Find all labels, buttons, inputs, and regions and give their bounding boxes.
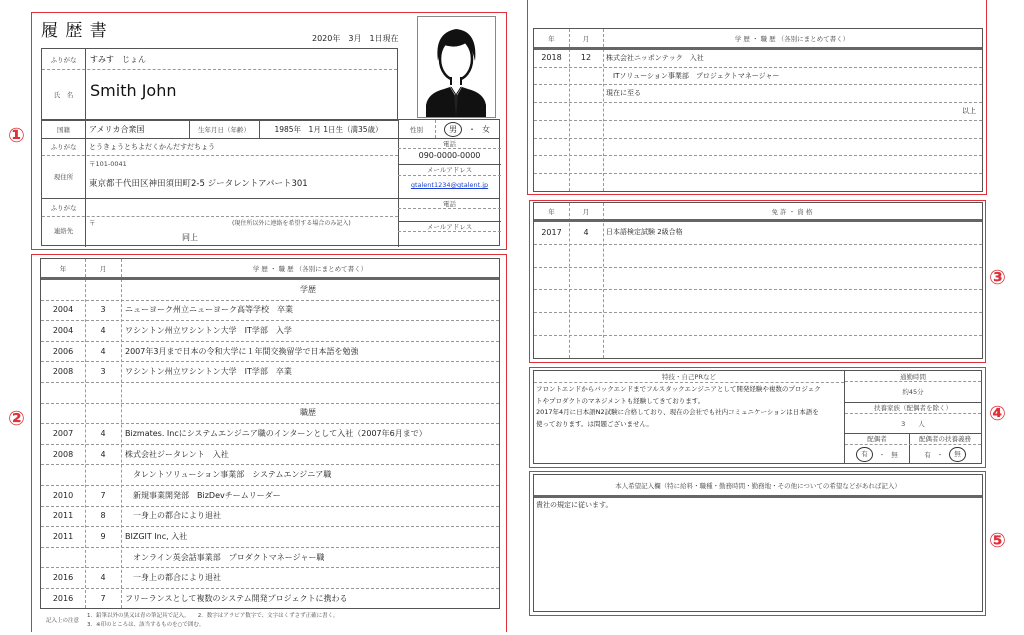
commute-value[interactable]: 約45分 (902, 388, 924, 396)
row-content[interactable] (606, 312, 976, 335)
row-content[interactable]: Bizmates. Incにシステムエンジニア職のインターンとして入社（2007年6月まで） (125, 428, 427, 438)
support-yes[interactable]: 有 (924, 450, 931, 459)
row-month[interactable] (569, 155, 603, 173)
table-row[interactable] (41, 279, 499, 300)
table-row[interactable] (41, 300, 499, 321)
row-year[interactable] (534, 289, 569, 312)
row-content[interactable]: 日本語検定試験 2級合格 (606, 228, 683, 237)
table-row[interactable] (534, 155, 982, 173)
table-row[interactable] (41, 444, 499, 465)
table-row[interactable] (41, 361, 499, 382)
postal-code[interactable]: 〒101-0041 (89, 159, 127, 168)
email-label: メールアドレス (426, 166, 473, 174)
row-year[interactable] (534, 312, 569, 335)
row-content[interactable]: タレントソリューション事業部 システムエンジニア職 (125, 470, 332, 480)
row-month[interactable] (569, 173, 603, 191)
row-content[interactable]: ニューヨーク州立ニューヨーク高等学校 卒業 (125, 305, 293, 315)
row-month[interactable]: 3 (100, 305, 106, 315)
row-month[interactable] (85, 403, 121, 424)
row-year[interactable] (534, 120, 569, 138)
document-title: 履 歴 書 (41, 21, 108, 41)
date-as-of: 2020年 3月 1日現在 (312, 34, 399, 43)
row-content[interactable]: ワシントン州立ワシントン大学 IT学部 入学 (125, 325, 292, 335)
row-content[interactable] (606, 155, 976, 173)
email-link[interactable]: gtalent1234@gtalent.jp (410, 181, 489, 189)
header-content: 免 許 ・ 資 格 (771, 207, 813, 216)
row-year[interactable]: 2011 (52, 511, 74, 521)
address-value[interactable]: 東京都千代田区神田須田町2-5 ジータレントアパート301 (89, 179, 308, 189)
furigana-label: ふりがな (50, 55, 77, 64)
marker-1: ① (8, 123, 25, 147)
table-row[interactable] (534, 244, 982, 267)
row-year[interactable] (534, 155, 569, 173)
row-year[interactable]: 2017 (541, 227, 562, 237)
row-content[interactable]: ワシントン州立ワシントン大学 IT学部 卒業 (125, 367, 292, 377)
contact-postal[interactable]: 〒 (89, 218, 96, 227)
header-year: 年 (59, 264, 67, 273)
phone-value[interactable]: 090-0000-0000 (418, 151, 481, 160)
row-month[interactable] (569, 84, 603, 102)
row-content[interactable] (606, 267, 976, 290)
header-content: 学 歴 ・ 職 歴 （各別にまとめて書く） (252, 264, 368, 273)
preferences-header: 本人希望記入欄（特に給料・職種・勤務時間・勤務地・その他についての希望などがあれば記入） (615, 481, 901, 490)
table-row[interactable] (534, 120, 982, 138)
person-silhouette-icon (418, 17, 495, 117)
contact-value[interactable]: 同上 (182, 232, 198, 242)
table-row[interactable] (534, 289, 982, 312)
header-month: 月 (582, 207, 590, 216)
birthdate-label: 生年月日（年齢） (198, 125, 250, 134)
row-content[interactable]: ITソリューション事業部 プロジェクトマネージャー (606, 71, 780, 80)
row-content[interactable] (606, 120, 976, 138)
marker-3: ③ (989, 265, 1006, 289)
row-month[interactable] (569, 102, 603, 120)
gender-selector[interactable] (435, 120, 499, 138)
row-year[interactable]: 2008 (52, 449, 74, 459)
table-row[interactable] (534, 84, 982, 102)
table-row[interactable] (534, 49, 982, 67)
row-content[interactable]: 一身上の都合により退社 (125, 573, 221, 583)
nationality-label: 国籍 (57, 125, 70, 134)
marker-5: ⑤ (989, 528, 1006, 552)
table-row[interactable] (41, 464, 499, 485)
table-row[interactable] (41, 341, 499, 362)
row-month[interactable] (569, 312, 603, 335)
row-month[interactable]: 4 (100, 428, 106, 438)
spouse-yes-selected[interactable]: 有 (856, 447, 873, 462)
row-content[interactable] (606, 335, 976, 358)
table-row[interactable] (41, 567, 499, 588)
table-row[interactable] (534, 221, 982, 244)
row-content[interactable] (606, 138, 976, 156)
notes-label: 記入上の注意 (46, 618, 80, 624)
header-month: 月 (99, 264, 107, 273)
row-year[interactable] (534, 84, 569, 102)
row-month[interactable] (569, 289, 603, 312)
table-row[interactable] (41, 423, 499, 444)
row-year[interactable] (534, 138, 569, 156)
gender-female[interactable]: 女 (482, 124, 490, 134)
name-table (41, 48, 398, 121)
table-row[interactable] (534, 335, 982, 358)
row-content[interactable]: 学歴 (300, 284, 316, 294)
row-year[interactable]: 2007 (52, 428, 74, 438)
row-content[interactable] (125, 382, 491, 403)
row-month[interactable]: 12 (580, 53, 592, 63)
table-row[interactable] (41, 485, 499, 506)
row-month[interactable]: 8 (100, 511, 106, 521)
row-content[interactable]: 以上 (962, 106, 976, 115)
dependents-value[interactable]: 3 人 (901, 419, 925, 428)
table-row[interactable] (534, 267, 982, 290)
header-content: 学 歴 ・ 職 歴 （各別にまとめて書く） (734, 34, 850, 43)
row-month[interactable] (85, 382, 121, 403)
table-row[interactable] (534, 138, 982, 156)
preferences-value[interactable]: 貴社の規定に従います。 (536, 501, 613, 509)
commute-family-box (844, 370, 982, 464)
row-month[interactable] (85, 547, 121, 568)
furigana-value[interactable]: すみす じょん (90, 54, 146, 64)
gender-separator: ・ (468, 124, 476, 134)
row-year[interactable] (534, 335, 569, 358)
row-month[interactable] (85, 464, 121, 485)
row-year[interactable] (534, 173, 569, 191)
education-career-table-left (40, 258, 500, 609)
row-year[interactable] (41, 382, 85, 403)
preferences-box (533, 474, 983, 612)
table-row[interactable] (534, 312, 982, 335)
table-row[interactable] (41, 547, 499, 568)
name-value[interactable]: Smith John (90, 80, 177, 100)
header-year: 年 (548, 207, 555, 216)
table-row[interactable] (41, 320, 499, 341)
row-year[interactable]: 2010 (52, 490, 74, 500)
row-month[interactable]: 4 (100, 346, 106, 356)
spouse-no[interactable]: 無 (891, 450, 898, 459)
row-year[interactable]: 2008 (52, 367, 74, 377)
header-month: 月 (582, 34, 590, 43)
row-month[interactable] (569, 67, 603, 85)
row-month[interactable]: 4 (100, 325, 106, 335)
notes-line-1: 1．鉛筆以外の黒又は青の筆記具で記入。 2．数字はアラビア数字で、文字はくずさず正確に書く。 (87, 613, 339, 619)
row-month[interactable]: 4 (100, 449, 106, 459)
dependents-label: 扶養家族（配偶者を除く） (874, 404, 952, 412)
row-content[interactable]: 株式会社ニッポンテック 入社 (606, 53, 704, 62)
marker-4: ④ (989, 401, 1006, 425)
row-month[interactable]: 3 (100, 367, 106, 377)
spouse-selector[interactable]: 有 ・ 無 (845, 445, 909, 463)
skills-text[interactable]: フロントエンドからバックエンドまでフルスタックエンジニアとして開発経験や複数のプロジェク トやプロダクトのマネジメントも経験してきております。 2017年4月に日本語N2試験に合格しており、現在の会社でも社内コミュニケーションは日本語を 使っております。は問題ございません。 (536, 385, 821, 428)
nationality-value[interactable]: アメリカ合衆国 (89, 124, 145, 134)
support-no-selected[interactable]: 無 (949, 447, 966, 462)
row-month[interactable]: 7 (100, 490, 106, 500)
row-year[interactable] (534, 102, 569, 120)
contact-phone-label: 電話 (443, 199, 456, 208)
row-content[interactable]: 2007年3月まで日本の令和大学に１年間交換留学で日本語を勉強 (125, 346, 359, 356)
contact-furigana-label: ふりがな (50, 203, 77, 212)
table-row[interactable] (534, 173, 982, 191)
licenses-table (533, 202, 983, 359)
header-year: 年 (548, 34, 555, 43)
contact-label: 連絡先 (53, 227, 74, 235)
row-year[interactable] (41, 279, 85, 300)
photo-frame (417, 16, 496, 118)
row-year[interactable]: 2004 (52, 305, 74, 315)
row-year[interactable] (41, 464, 85, 485)
spouse-support-label: 配偶者の扶養義務 (919, 435, 971, 443)
education-career-table-right (533, 28, 983, 192)
row-year[interactable] (534, 67, 569, 85)
row-content[interactable]: 新規事業開発部 BizDevチームリーダー (125, 490, 281, 500)
row-content[interactable]: BIZGIT Inc, 入社 (125, 531, 188, 541)
row-year[interactable] (534, 244, 569, 267)
row-month[interactable] (569, 120, 603, 138)
row-month[interactable] (569, 267, 603, 290)
commute-label: 通勤時間 (900, 372, 926, 381)
contact-email-label: メールアドレス (426, 222, 473, 231)
row-month[interactable] (569, 335, 603, 358)
row-content[interactable]: 株式会社ジータレント 入社 (125, 449, 229, 459)
contact-note: (現住所以外に連絡を希望する場合のみ記入) (232, 219, 351, 227)
row-month[interactable]: 9 (100, 531, 106, 541)
row-content[interactable]: オンライン英会話事業部 プロダクトマネージャー職 (125, 552, 325, 562)
row-month[interactable]: 4 (583, 227, 589, 237)
table-row[interactable] (41, 506, 499, 527)
table-row[interactable] (41, 382, 499, 403)
name-label: 氏 名 (53, 90, 74, 99)
gender-male-selected[interactable]: 男 (444, 122, 462, 137)
spouse-support-selector[interactable]: 有 ・ 無 (909, 445, 981, 463)
table-row[interactable] (41, 526, 499, 547)
row-month[interactable]: 7 (100, 593, 106, 603)
row-month[interactable]: 4 (100, 573, 106, 583)
row-content[interactable]: 職歴 (300, 408, 316, 418)
row-year[interactable]: 2011 (52, 531, 74, 541)
row-year[interactable]: 2006 (52, 346, 74, 356)
row-year[interactable]: 2016 (52, 573, 74, 583)
row-content[interactable] (606, 173, 976, 191)
row-year[interactable]: 2016 (52, 593, 74, 603)
address-furigana-value[interactable]: とうきょうとちよだくかんだすだちょう (89, 142, 215, 151)
skills-header: 特技・自己PRなど (662, 373, 716, 381)
phone-label: 電話 (443, 139, 456, 148)
row-month[interactable] (569, 244, 603, 267)
row-year[interactable] (41, 403, 85, 424)
marker-2: ② (8, 406, 25, 430)
address-label: 現住所 (53, 173, 74, 181)
row-month[interactable] (85, 279, 121, 300)
row-year[interactable] (41, 547, 85, 568)
row-month[interactable] (569, 138, 603, 156)
table-row[interactable] (534, 67, 982, 85)
row-content[interactable] (606, 289, 976, 312)
row-content[interactable]: 一身上の都合により退社 (125, 511, 221, 521)
row-year[interactable]: 2004 (52, 325, 74, 335)
table-row[interactable] (41, 588, 499, 609)
table-row[interactable] (41, 403, 499, 424)
table-row[interactable] (534, 102, 982, 120)
row-content[interactable]: フリーランスとして複数のシステム開発プロジェクトに携わる (125, 593, 348, 603)
address-furigana-label: ふりがな (50, 143, 77, 151)
gender-label: 性別 (410, 125, 423, 134)
row-content[interactable] (606, 244, 976, 267)
notes-line-2: 3．※印のところは、該当するものを○で囲む。 (87, 622, 205, 628)
skills-pr-box (533, 370, 845, 464)
birthdate-value[interactable]: 1985年 1月 1日生（満35歳） (274, 124, 383, 134)
row-year[interactable] (534, 267, 569, 290)
row-content[interactable]: 現在に至る (606, 89, 641, 98)
row-year[interactable]: 2018 (541, 53, 562, 63)
contact-info-table (41, 119, 500, 246)
spouse-label: 配偶者 (867, 435, 887, 443)
